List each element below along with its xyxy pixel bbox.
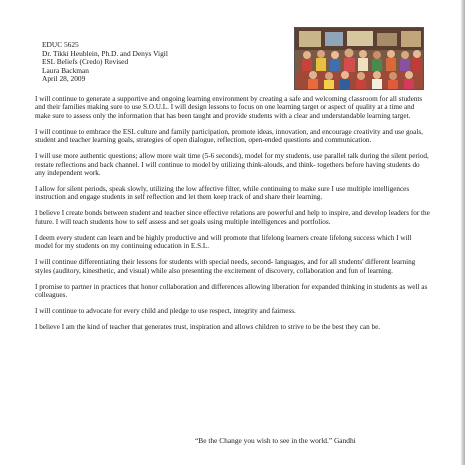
document-date: April 28, 2009 <box>42 74 86 84</box>
class-photo <box>294 27 424 90</box>
paragraph: I deem every student can learn and be highly productive and will promote that lifelong learners create lifelong success which I will model for my students on my continuing education in E.S.L. <box>35 233 412 251</box>
instructors: Dr. Tikki Heublein, Ph.D. and Denys Vigil <box>42 48 168 58</box>
paragraph: I believe I create bonds between student and teacher since effective relations are powerful and help to inspire, and develop leaders for the future. I will teach students how to self assess and set goals using multiple intelligences and portfolios. <box>35 209 430 226</box>
paragraph: I will continue differentiating their lessons for students with special needs, second- languages, and for all students' different learning styles (auditory, kinesthetic, and visual) while also presenting the excitement of discovery, collaboration and fun of learning. <box>35 258 416 275</box>
paragraph: I allow for silent periods, speak slowly, utilizing the low affective filter, while continuing to make sure I use multiple intelligences instruction and engage students in self reflection and let them keep track of and share their learning. <box>35 185 410 202</box>
paragraph: I promise to partner in practices that honor collaboration and differences allowing liberation for expanded thinking in students as well as colleagues. <box>35 282 428 300</box>
paragraph: I will continue to embrace the ESL culture and family participation, promote ideas, innovation, and encourage creativity and use goals, student and teacher learning goals, strategies of open dialogue, reflection, open-ended questions and communication. <box>35 127 423 145</box>
document-title: ESL Beliefs (Credo) Revised <box>42 57 129 67</box>
paragraph: I will continue to advocate for every child and pledge to use respect, integrity and fairness. <box>35 307 296 316</box>
scan-edge <box>461 0 465 465</box>
credo-body <box>35 95 430 339</box>
paragraph: I believe I am the kind of teacher that generates trust, inspiration and allows children to strive to be the best they can be. <box>35 323 381 332</box>
paragraph: I will continue to generate a supportive and ongoing learning environment by creating a safe and welcoming classroom for all students and their families making sure to use S.O.U.L. I will design lessons to focus on one learning target or aspect of quality at a time and make sure to assess only the information that has been taught and provide students with a clear and understandable learning target. <box>35 95 423 120</box>
closing-quote: “Be the Change you wish to see in the world.” Gandhi <box>195 436 356 445</box>
document-header <box>42 41 168 84</box>
course-code: EDUC 5625 <box>42 40 79 49</box>
paragraph: I will use more authentic questions; allow more wait time (5-6 seconds), model for my students, use parallel talk during the silent period, restate reflections and back channel. I will continue to model by utilizing think-alouds, and think- togethers before having students do any independent work. <box>35 152 429 178</box>
author-name: Laura Backman <box>42 65 89 75</box>
